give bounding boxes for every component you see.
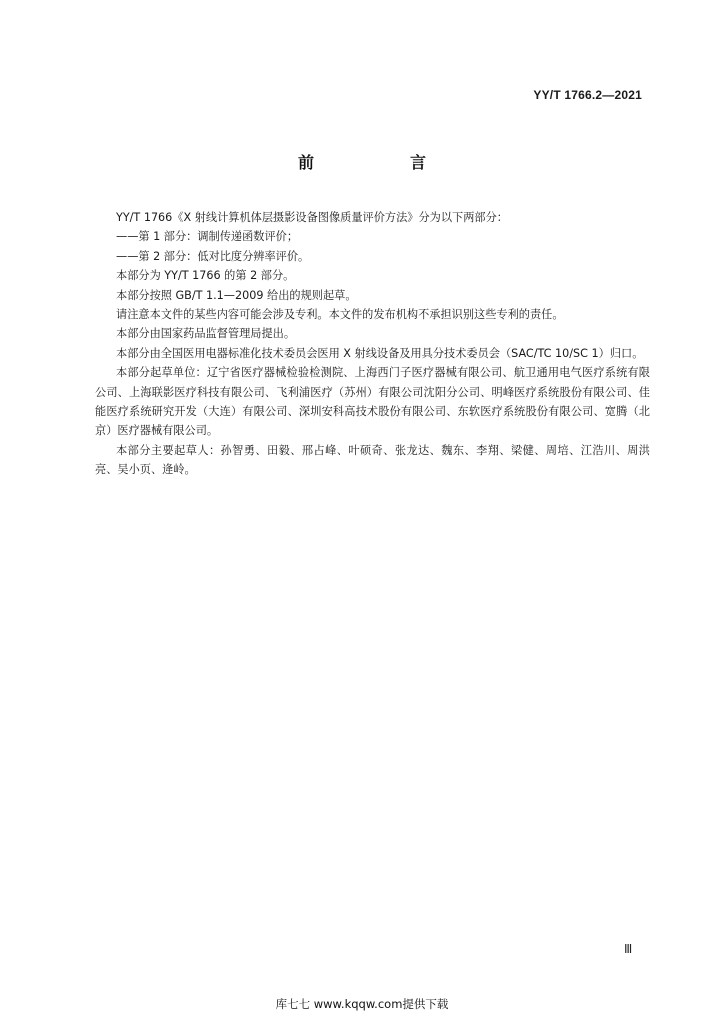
footer-download-notice: 库七七 www.kqqw.com提供下载	[275, 997, 449, 1011]
foreword-body	[95, 208, 650, 480]
paragraph-administration: 本部分由全国医用电器标准化技术委员会医用 X 射线设备及用具分技术委员会（SAC/TC 10/SC 1）归口。	[116, 346, 644, 360]
document-code: YY/T 1766.2—2021	[533, 88, 642, 102]
paragraph-patent-notice: 请注意本文件的某些内容可能会涉及专利。本文件的发布机构不承担识别这些专利的责任。	[116, 308, 564, 322]
paragraph-part-statement: 本部分为 YY/T 1766 的第 2 部分。	[116, 269, 295, 283]
page-number: Ⅲ	[624, 942, 633, 956]
list-item-part-1: ——第 1 部分：调制传递函数评价；	[116, 230, 299, 244]
paragraph-drafting-rules: 本部分按照 GB/T 1.1—2009 给出的规则起草。	[116, 288, 357, 302]
paragraph-intro: YY/T 1766《X 射线计算机体层摄影设备图像质量评价方法》分为以下两部分：	[116, 211, 508, 224]
list-item-part-2: ——第 2 部分：低对比度分辨率评价。	[116, 249, 310, 263]
page-title: 前 言	[297, 153, 466, 172]
paragraph-drafting-units: 本部分起草单位：辽宁省医疗器械检验检测院、上海西门子医疗器械有限公司、航卫通用电气医疗系统有限公司、上海联影医疗科技有限公司、飞利浦医疗（苏州）有限公司沈阳分公司、明峰医疗系统股份有限公司、佳能医疗系统研究开发（大连）有限公司、深圳安科高技术股份有限公司、东软医疗系统股份有限公司、宽腾（北京）医疗器械有限公司。	[95, 366, 650, 438]
paragraph-drafters: 本部分主要起草人：孙智勇、田毅、邢占峰、叶硕奇、张龙达、魏东、李翔、梁健、周培、江浩川、周洪亮、吴小页、逄岭。	[95, 443, 650, 477]
paragraph-proposer: 本部分由国家药品监督管理局提出。	[116, 327, 296, 341]
